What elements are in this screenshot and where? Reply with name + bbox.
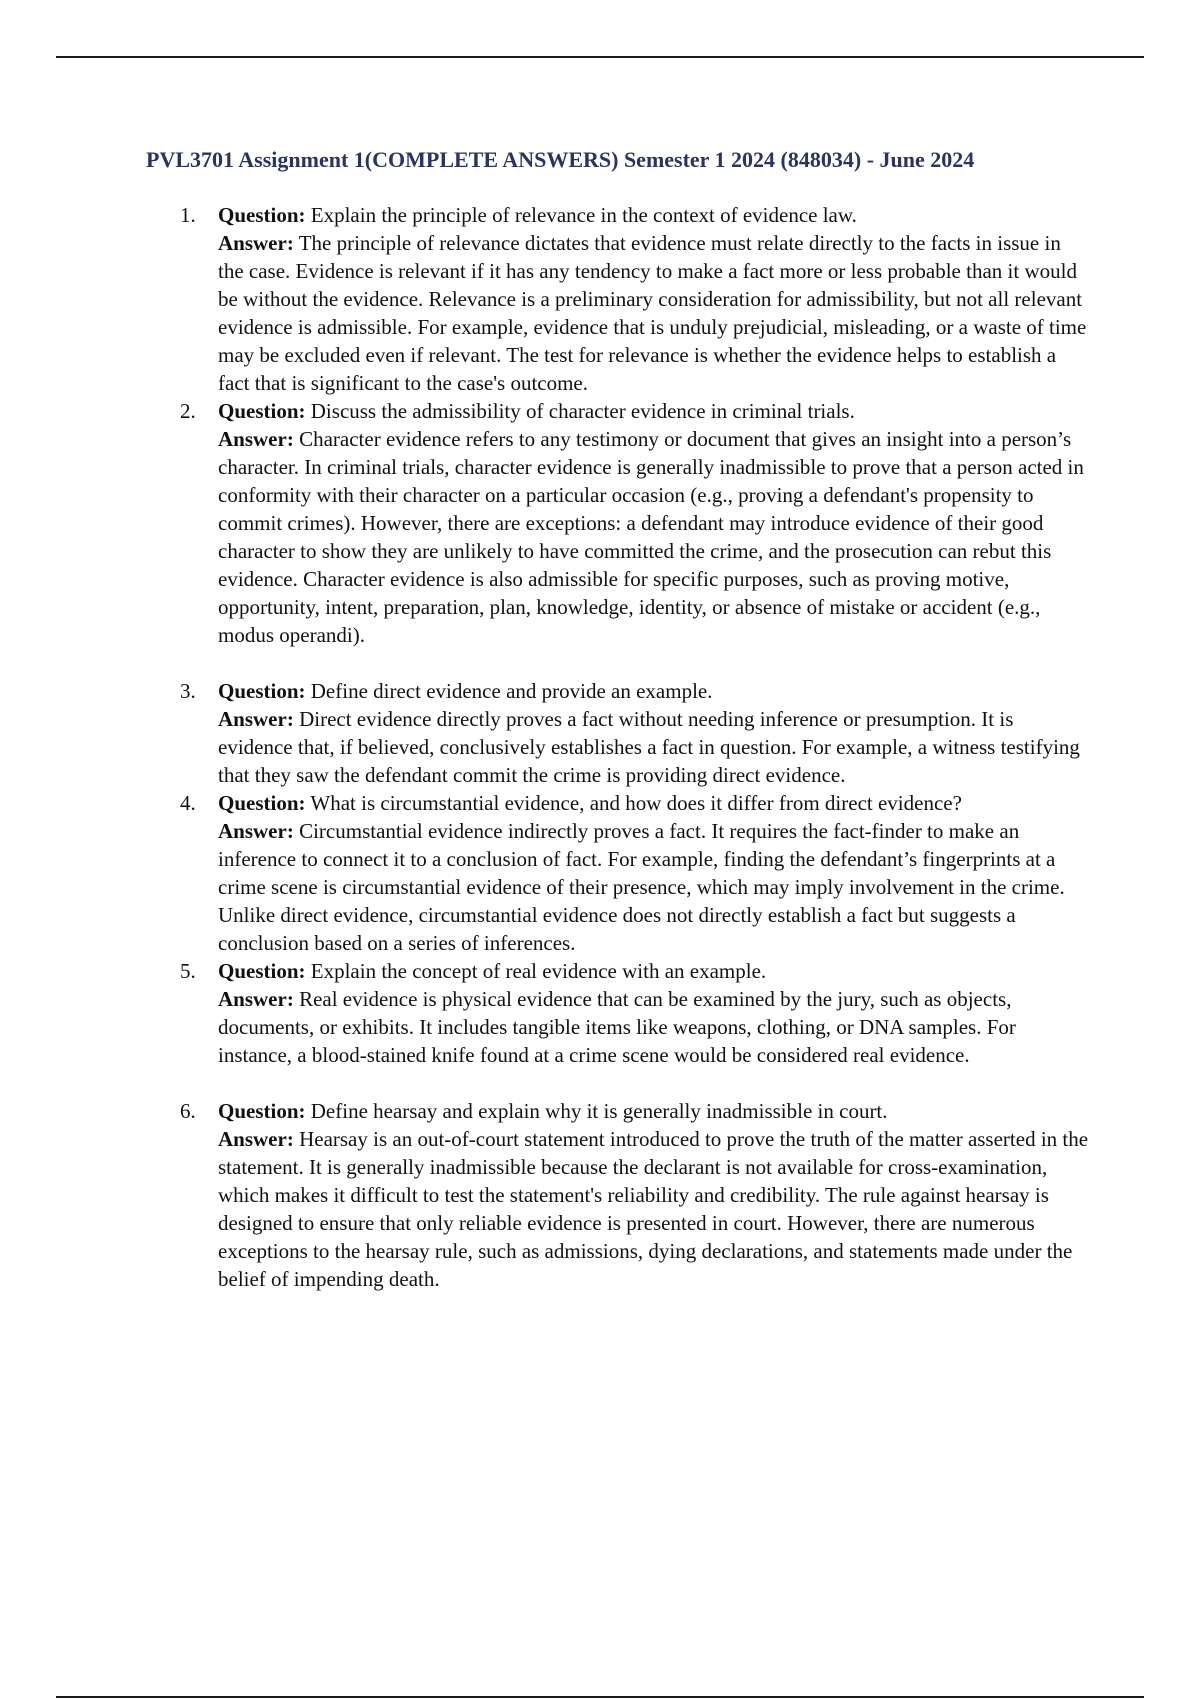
question-line [218,1097,1090,1125]
question-line [218,677,1090,705]
item-number: 6. [180,1099,196,1123]
answer-label: Answer: [218,707,294,731]
answer-line [218,425,1090,649]
answer-label: Answer: [218,427,294,451]
item-number: 1. [180,203,196,227]
item-number: 5. [180,959,196,983]
item-number: 3. [180,679,196,703]
question-line [218,201,1090,229]
qa-item-4 [170,789,1090,957]
item-number: 2. [180,399,196,423]
answer-text: Direct evidence directly proves a fact without needing inference or presumption. It is evidence that, if believed, conclusively establishes a fact in question. For example, a witness testifying that they saw the defendant commit the crime is providing direct evidence. [218,707,1080,787]
question-text: What is circumstantial evidence, and how does it differ from direct evidence? [310,791,962,815]
answer-text: The principle of relevance dictates that evidence must relate directly to the facts in issue in the case. Evidence is relevant if it has any tendency to make a fact more or less probable than it would be without the evidence. Relevance is a preliminary consideration for admissibility, but not all relevant evidence is admissible. For example, evidence that is unduly prejudicial, misleading, or a waste of time may be excluded even if relevant. The test for relevance is whether the evidence helps to establish a fact that is significant to the case's outcome. [218,231,1087,395]
answer-text: Hearsay is an out-of-court statement introduced to prove the truth of the matter asserted in the statement. It is generally inadmissible because the declarant is not available for cross-examination, which makes it difficult to test the statement's reliability and credibility. The rule against hearsay is designed to ensure that only reliable evidence is presented in court. However, there are numerous exceptions to the hearsay rule, such as admissions, dying declarations, and statements made under the belief of impending death. [218,1127,1089,1291]
question-label: Question: [218,203,306,227]
top-divider [56,56,1144,58]
question-text: Explain the concept of real evidence with an example. [310,959,767,983]
question-text: Define direct evidence and provide an example. [310,679,713,703]
question-label: Question: [218,959,306,983]
question-text: Explain the principle of relevance in the context of evidence law. [310,203,857,227]
question-label: Question: [218,399,306,423]
question-line [218,789,1090,817]
answer-line [218,229,1090,397]
question-answer-list [170,201,1090,1293]
answer-label: Answer: [218,231,294,255]
item-number: 4. [180,791,196,815]
answer-line [218,817,1090,957]
qa-item-6 [170,1097,1090,1293]
document-title: PVL3701 Assignment 1(COMPLETE ANSWERS) Semester 1 2024 (848034) - June 2024 [146,147,975,172]
answer-line [218,1125,1090,1293]
answer-text: Real evidence is physical evidence that can be examined by the jury, such as objects, documents, or exhibits. It includes tangible items like weapons, clothing, or DNA samples. For instance, a blood-stained knife found at a crime scene would be considered real evidence. [218,987,1016,1067]
question-text: Discuss the admissibility of character evidence in criminal trials. [310,399,855,423]
qa-item-5 [170,957,1090,1069]
answer-line [218,705,1090,789]
question-label: Question: [218,679,306,703]
question-line [218,957,1090,985]
question-label: Question: [218,1099,306,1123]
question-line [218,397,1090,425]
answer-text: Circumstantial evidence indirectly proves a fact. It requires the fact-finder to make an inference to connect it to a conclusion of fact. For example, finding the defendant’s fingerprints at a crime scene is circumstantial evidence of their presence, which may imply involvement in the crime. Unlike direct evidence, circumstantial evidence does not directly establish a fact but suggests a conclusion based on a series of inferences. [218,819,1065,955]
answer-label: Answer: [218,1127,294,1151]
answer-text: Character evidence refers to any testimony or document that gives an insight into a person’s character. In criminal trials, character evidence is generally inadmissible to prove that a person acted in conformity with their character on a particular occasion (e.g., proving a defendant's propensity to commit crimes). However, there are exceptions: a defendant may introduce evidence of their good character to show they are unlikely to have committed the crime, and the prosecution can rebut this evidence. Character evidence is also admissible for specific purposes, such as proving motive, opportunity, intent, preparation, plan, knowledge, identity, or absence of mistake or accident (e.g., modus operandi). [218,427,1084,647]
qa-item-1 [170,201,1090,397]
question-text: Define hearsay and explain why it is generally inadmissible in court. [310,1099,888,1123]
answer-label: Answer: [218,819,294,843]
answer-line [218,985,1090,1069]
question-label: Question: [218,791,306,815]
qa-item-2 [170,397,1090,649]
answer-label: Answer: [218,987,294,1011]
qa-item-3 [170,677,1090,789]
bottom-divider [56,1696,1144,1698]
